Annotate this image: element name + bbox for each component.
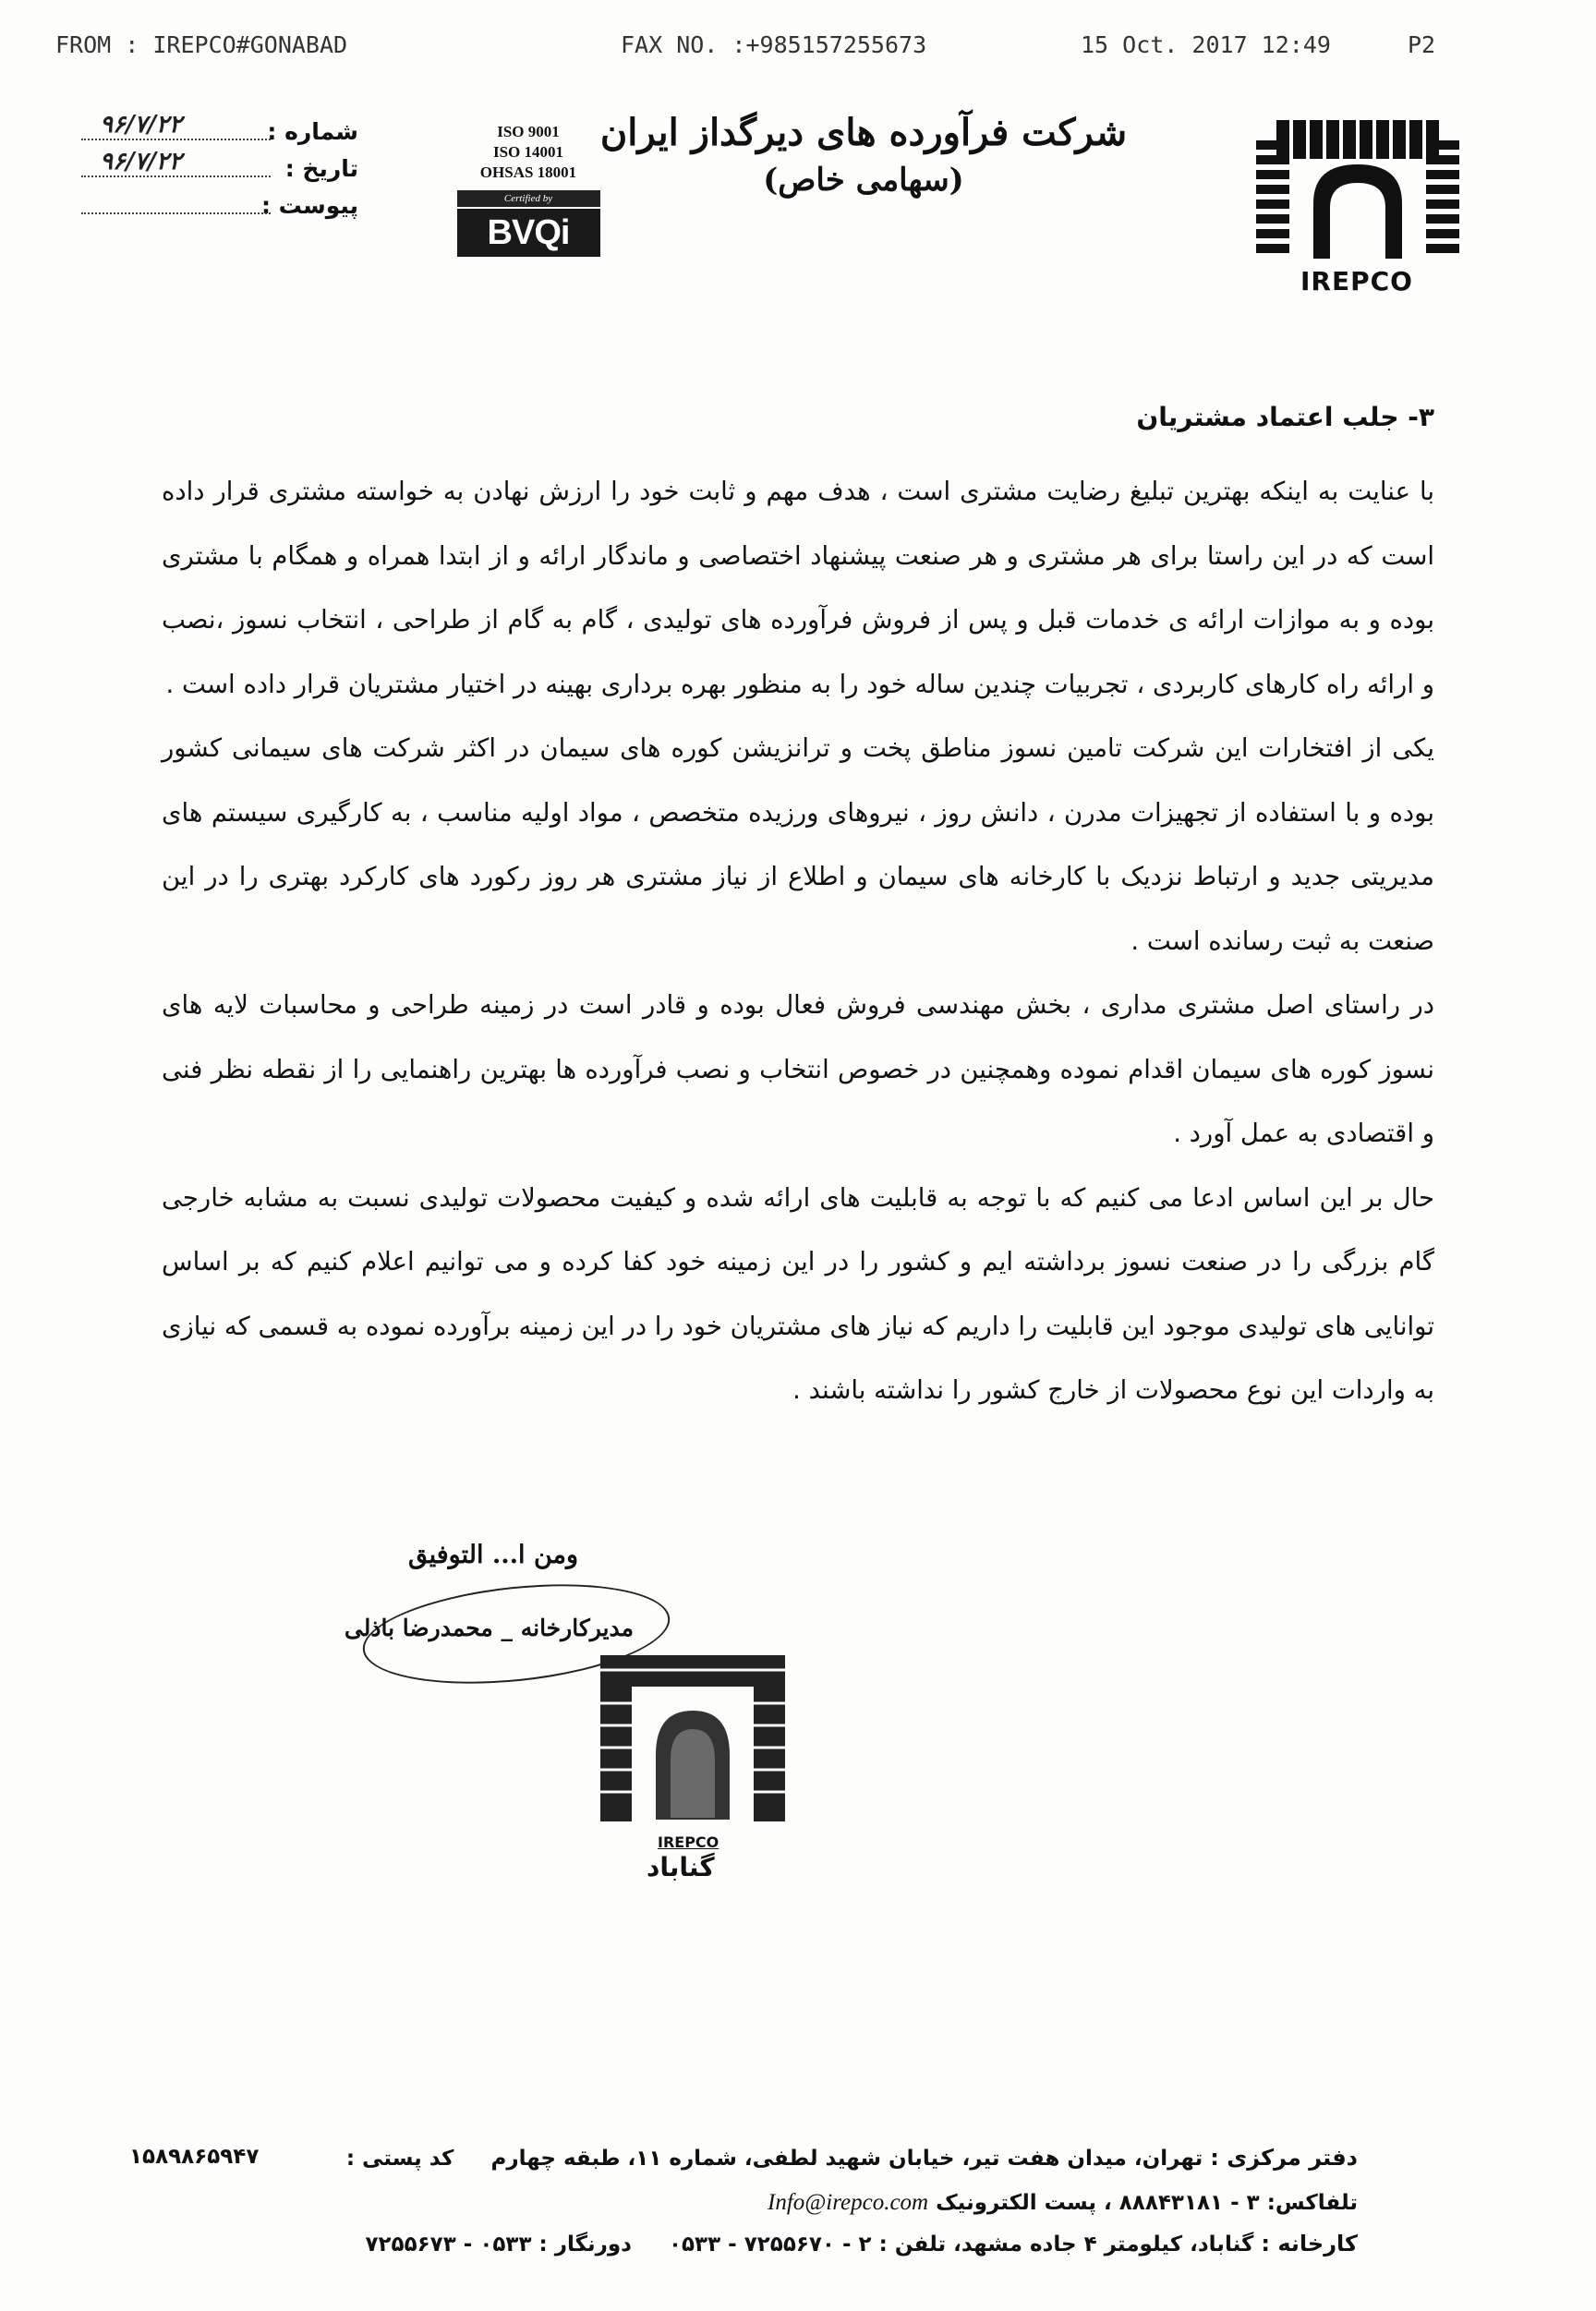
fax-number: FAX NO. :+985157255673 [621,31,927,58]
stamp-label: IREPCO [658,1833,719,1851]
iso-line: OHSAS 18001 [479,163,577,181]
ref-number-value: ۹۶/۷/۲۲ [100,111,182,139]
company-stamp-icon [582,1653,804,1838]
paragraph: در راستای اصل مشتری مداری ، بخش مهندسی فروش فعال بوده و قادر است در زمینه طراحی و محاسبات لایه های نسوز کوره های سیمان اقدام نموده وهمچنین در خصوص انتخاب و نصب فرآورده ها بهترین راهنمایی را از نقطه نظر فنی و اقتصادی به عمل آورد . [162,990,1434,1148]
ref-date-value: ۹۶/۷/۲۲ [100,148,182,175]
closing-phrase: ومن ا... التوفیق [408,1541,578,1569]
fax-header [0,31,1596,68]
signer-name: مدیرکارخانه _ محمدرضا باذلی [344,1615,634,1641]
footer-contact [129,2190,1496,2216]
factory-fax-label: دورنگار : [538,2232,632,2257]
company-name: شرکت فرآورده های دیرگداز ایران [599,111,1128,154]
fax-datetime: 15 Oct. 2017 12:49 [1081,31,1331,58]
paragraph: با عنایت به اینکه بهترین تبلیغ رضایت مشتری است ، هدف مهم و ثابت خود را ارزش نهادن به خواسته مشتری قرار داده است که در این راستا برای هر مشتری و هر صنعت پیشنهاد اختصاصی و ماندگار ارائه و از ابتدا همراه و همگام با مشتری بوده و به موازات ارائه ی خدمات قبل و پس از فروش فرآورده های تولیدی ، گام به گام از طراحی ، انتخاب نسوز ،نصب و ارائه راه کارهای کاربردی ، تجربیات چندین ساله خود را به منظور بهره برداری بهینه در اختیار مشتریان قرار داده است . [162,477,1434,699]
footer-factory [129,2231,1358,2257]
paragraph: یکی از افتخارات این شرکت تامین نسوز مناطق پخت و ترانزیشن کوره های سیمان در اکثر شرکت های سیمانی کشور بوده و با استفاده از تجهیزات مدرن ، دانش روز ، نیروهای ورزیده متخصص ، مواد اولیه مناسب ، به کارگیری سیستم های مدیریتی جدید و ارتباط نزدیک با کارخانه های سیمان و اطلاع از نیاز مشتری هر روز رکورد های کارکرد بهتری را در این صنعت به ثبت رسانده است . [162,733,1434,956]
office-address: تهران، میدان هفت تیر، خیابان شهید لطفی، شماره ۱۱، طبقه چهارم [490,2147,1203,2171]
paragraph: حال بر این اساس ادعا می کنیم که با توجه به قابلیت های ارائه شده و کیفیت محصولات تولیدی نسبت به مشابه خارجی گام بزرگی را در صنعت نسوز برداشته ایم و کشور را در این زمینه خود کفا کرده و می توانیم اعلام کنیم که بر اساس توانایی های تولیدی موجود این قابلیت را داریم که نیاز های مشتریان خود را در این زمینه برآورده نموده به قسمی که نیازی به واردات این نوع محصولات از خارج کشور را نداشته باشند . [162,1182,1434,1405]
letter-body [162,460,1434,1423]
factory-phone: ۲ - ۷۲۵۵۶۷۰ - ۰۵۳۳ [668,2232,872,2257]
factory-address: گناباد، کیلومتر ۴ جاده مشهد، تلفن : [878,2232,1254,2257]
ref-date-label: تاریخ : [284,155,358,182]
office-label: دفتر مرکزی : [1210,2145,1358,2171]
ref-attachment-label: پیوست : [260,192,358,219]
ref-date [81,148,358,192]
stamp-city: گناباد [647,1852,715,1882]
company-title [573,111,1155,199]
company-type: (سهامی خاص) [763,162,964,199]
factory-label: کارخانه : [1261,2231,1358,2257]
bvqi-logo: BVQi [457,209,600,257]
ref-number-label: شماره : [267,118,358,145]
postal-code: ۱۵۸۹۸۶۵۹۴۷ [129,2145,260,2169]
email-address: Info@irepco.com [768,2190,929,2215]
fax-label: تلفاکس: [1266,2191,1358,2215]
reference-fields [81,111,358,229]
certified-by-label: Certified by [457,190,600,207]
postal-label: کد پستی : [345,2147,454,2171]
ref-attachment [81,192,358,229]
iso-line: ISO 14001 [492,143,564,161]
footer-office [129,2145,1358,2171]
logo-text: IREPCO [1300,266,1413,296]
section-heading: ۳- جلب اعتماد مشتریان [1136,402,1434,432]
fax-value: ۳ - ۸۸۸۴۳۱۸۱ [1118,2191,1260,2215]
fax-page: P2 [1408,31,1436,58]
fax-from: FROM : IREPCO#GONABAD [55,31,348,58]
factory-fax: ۰۵۳۳ - ۷۲۵۵۶۷۳ [365,2232,532,2257]
iso-line: ISO 9001 [497,123,560,140]
email-label: ، پست الکترونیک [936,2191,1112,2215]
